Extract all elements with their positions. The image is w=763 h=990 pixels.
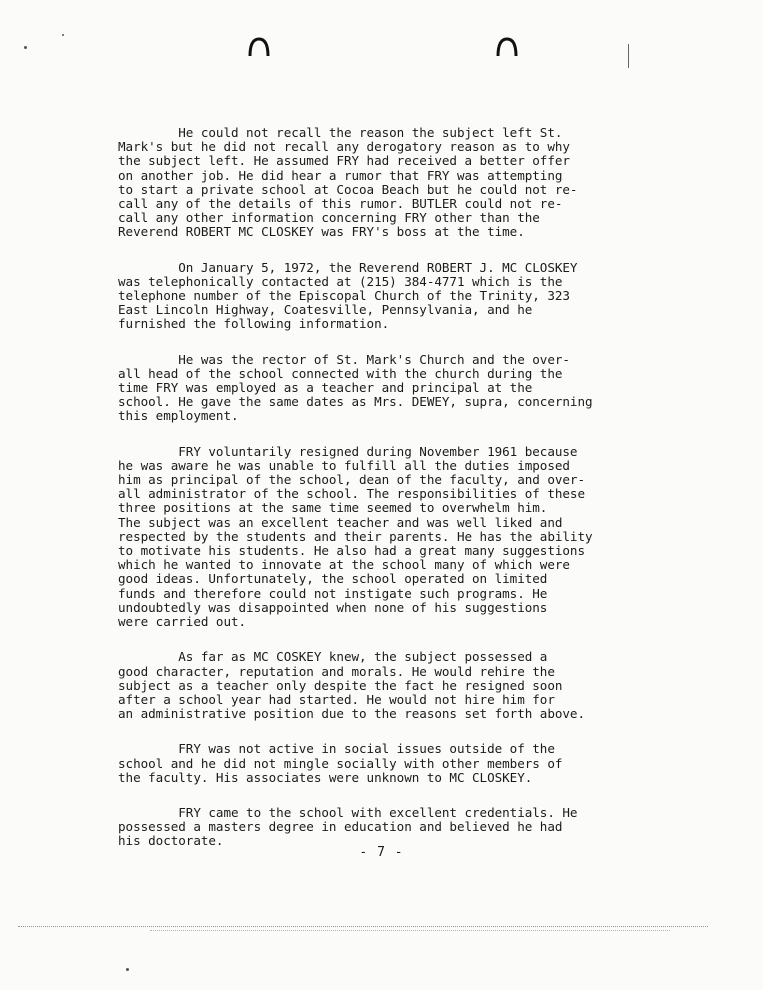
scan-speck	[126, 968, 129, 971]
page-number: - 7 -	[359, 845, 404, 860]
scan-speck	[24, 46, 27, 49]
punch-hole-mark-left	[248, 36, 270, 58]
margin-mark	[628, 44, 629, 68]
paragraph: FRY was not active in social issues outside of the school and he did not mingle socially with other members of the faculty. His associates were unknown to MC CLOSKEY.	[118, 741, 563, 785]
paragraph: On January 5, 1972, the Reverend ROBERT J. MC CLOSKEY was telephonically contacted at (215) 384-4771 which is the telephone number of the Episcopal Church of the Trinity, 323 East Lincoln Highway, Coatesville, Pennsylvania, and he furnished the following information.	[118, 259, 578, 332]
scan-artifact-line	[150, 930, 670, 931]
scan-artifact-line	[18, 926, 708, 927]
paragraph: As far as MC COSKEY knew, the subject possessed a good character, reputation and morals. He would rehire the subject as a teacher only despite the fact he resigned soon after a school year had started. He would not hire him for an administrative position due to the reasons set forth above.	[118, 649, 585, 722]
paragraph: FRY came to the school with excellent credentials. He possessed a masters degree in education and believed he had his doctorate.	[118, 804, 578, 849]
paragraph: He could not recall the reason the subject left St. Mark's but he did not recall any derogatory reason as to why the subject left. He assumed FRY had received a better offer on another job. He did hear a rumor that FRY was attempting to start a private school at Cocoa Beach but he could not re- call any of the details of this rumor. BUTLER could not re- call any other information concerning FRY other than the Reverend ROBERT MC CLOSKEY was FRY's boss at the time.	[118, 125, 578, 240]
letter-body	[118, 126, 638, 870]
punch-hole-mark-right	[496, 36, 518, 58]
paragraph: He was the rector of St. Mark's Church and the over- all head of the school connected with the church during the time FRY was employed as a teacher and principal at the school. He gave the same dates as Mrs. DEWEY, supra, concerning this employment.	[118, 351, 593, 424]
paragraph: FRY voluntarily resigned during November 1961 because he was aware he was unable to fulfill all the duties imposed him as principal of the school, dean of the faculty, and over- all administrator of the school. The responsibilities of these three positions at the same time seemed to overwhelm him. The subject was an excellent teacher and was well liked and respected by the students and their parents. He has the ability to motivate his students. He also had a great many suggestions which he wanted to innovate at the school many of which were good ideas. Unfortunately, the school operated on limited funds and therefore could not instigate such programs. He undoubtedly was disappointed when none of his suggestions were carried out.	[118, 443, 593, 630]
scan-speck	[62, 34, 64, 36]
